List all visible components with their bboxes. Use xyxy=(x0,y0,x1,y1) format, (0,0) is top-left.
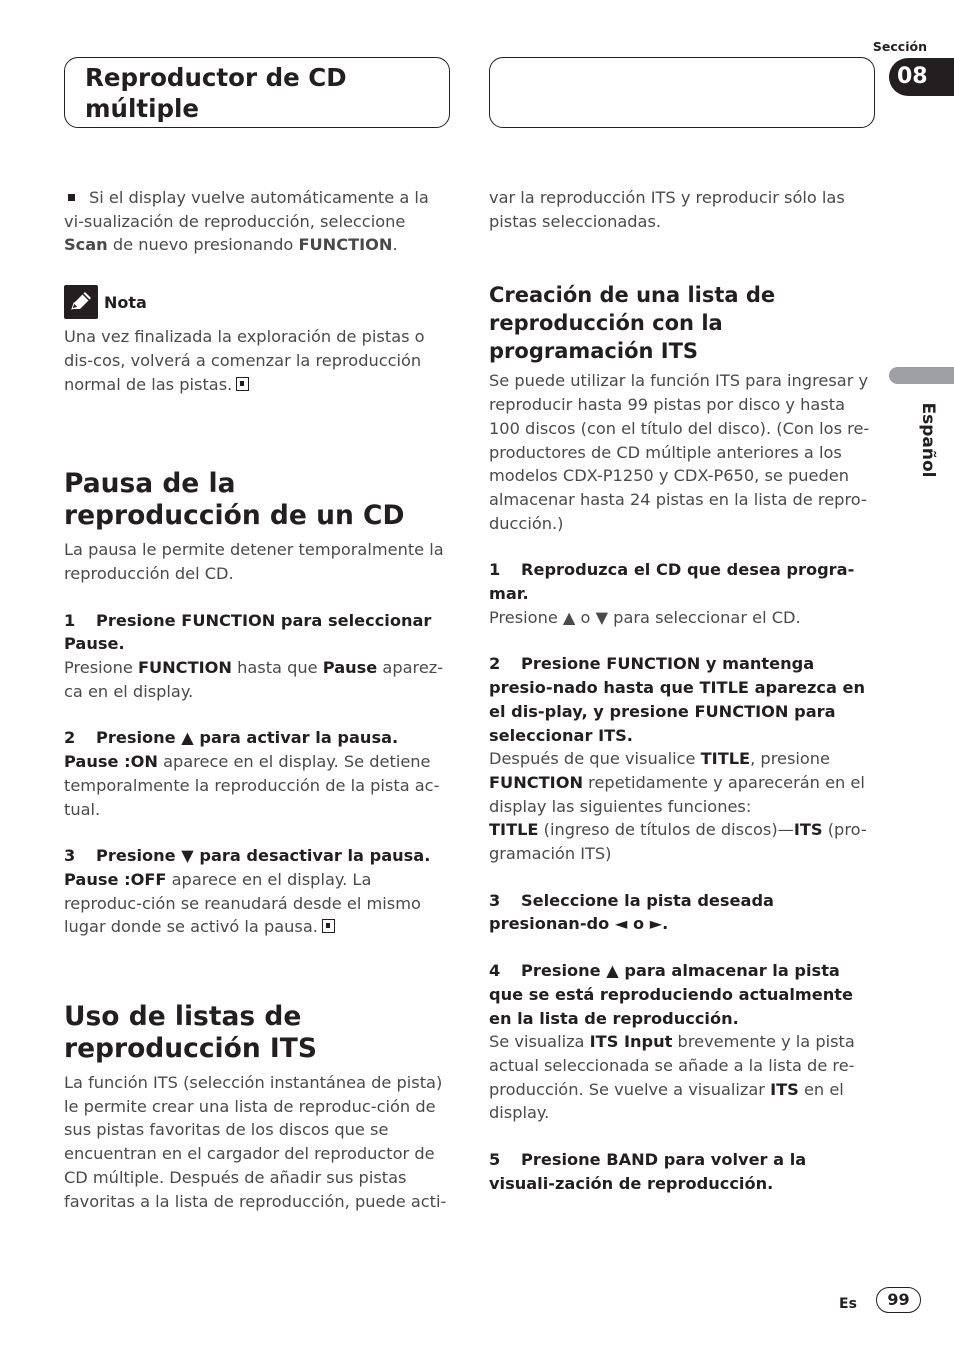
section-title: Reproductor de CD múltiple xyxy=(85,63,347,123)
bullet-paragraph: Si el display vuelve automáticamente a la vi-sualización de reproducción, seleccione Scan de nuevo presionando FUNCTION. xyxy=(64,188,429,255)
its-intro-continuation: var la reproducción ITS y reproducir sólo las pistas seleccionadas. xyxy=(489,188,845,231)
its-step-4-title: 4 Presione ▲ para almacenar la pista que se está reproduciendo actualmente en la lista de reproducción. xyxy=(489,961,853,1028)
its-step-2-text: Después de que visualice TITLE, presione FUNCTION repetidamente y aparecerán en el display las siguientes funciones: TITLE (ingreso de títulos de discos)—ITS (pro-gramación ITS) xyxy=(489,749,867,864)
bullet-square-icon xyxy=(68,194,75,201)
section-number-badge: 08 xyxy=(889,58,954,96)
its-programming-heading: Creación de una lista de reproducción con la programación ITS xyxy=(489,283,776,364)
left-column xyxy=(64,186,452,1213)
page-number: 99 xyxy=(876,1287,921,1313)
its-step-1-text: Presione ▲ o ▼ para seleccionar el CD. xyxy=(489,607,801,627)
its-step-3-title: 3 Seleccione la pista deseada presionan-do ◄ o ►. xyxy=(489,890,774,934)
language-label: Español xyxy=(918,402,938,478)
its-step-4-text: Se visualiza ITS Input brevemente y la pista actual seleccionada se añade a la lista de re-producción. Se vuelve a visualizar ITS en el display. xyxy=(489,1032,855,1123)
end-mark-icon xyxy=(322,919,335,933)
pause-step-1-title: 1 Presione FUNCTION para seleccionar Pause. xyxy=(64,610,432,654)
pause-step-3-text: Pause :OFF aparece en el display. La reproduc-ción se reanudará desde el mismo lugar donde se activó la pausa. xyxy=(64,869,421,937)
pause-section-heading: Pausa de la reproducción de un CD xyxy=(64,468,405,532)
header-blank-box xyxy=(489,57,875,128)
section-label: Sección xyxy=(872,39,927,54)
section-title-box xyxy=(64,57,450,128)
right-column xyxy=(489,186,875,1196)
pause-intro: La pausa le permite detener temporalmente la reproducción del CD. xyxy=(64,540,444,583)
its-step-1-title: 1 Reproduzca el CD que desea progra-mar. xyxy=(489,560,855,604)
note-pencil-icon xyxy=(64,285,98,319)
pause-step-2-text: Pause :ON aparece en el display. Se detiene temporalmente la reproducción de la pista ac-tual. xyxy=(64,752,440,819)
its-intro: La función ITS (selección instantánea de pista) le permite crear una lista de reproduc-ción de sus pistas favoritas de los discos que se encuentran en el cargador del reproductor de CD múltiple. Después de añadir sus pistas favoritas a la lista de reproducción, puede acti- xyxy=(64,1073,447,1211)
note-header xyxy=(64,285,452,319)
its-section-heading: Uso de listas de reproducción ITS xyxy=(64,1001,317,1065)
pause-step-1-text: Presione FUNCTION hasta que Pause aparez-ca en el display. xyxy=(64,658,444,701)
its-programming-intro: Se puede utilizar la función ITS para ingresar y reproducir hasta 99 pistas por disco y hasta 100 discos (con el título del disco). (Con los re-productores de CD múltiple anteriores a los modelos CDX-P1250 y CDX-P650, se pueden almacenar hasta 24 pistas en la lista de repro-ducción.) xyxy=(489,371,870,533)
language-tab xyxy=(889,367,954,384)
footer-language-code: Es xyxy=(839,1296,857,1312)
its-step-2-title: 2 Presione FUNCTION y mantenga presio-nado hasta que TITLE aparezca en el dis-play, y presione FUNCTION para seleccionar ITS. xyxy=(489,654,866,745)
pause-step-3-title: 3 Presione ▼ para desactivar la pausa. xyxy=(64,846,431,866)
pause-step-2-title: 2 Presione ▲ para activar la pausa. xyxy=(64,728,399,748)
note-text: Una vez finalizada la exploración de pistas o dis-cos, volverá a comenzar la reproducción normal de las pistas. xyxy=(64,327,425,394)
end-mark-icon xyxy=(236,377,249,391)
its-step-5-title: 5 Presione BAND para volver a la visuali-zación de reproducción. xyxy=(489,1150,807,1193)
note-label: Nota xyxy=(104,292,147,312)
